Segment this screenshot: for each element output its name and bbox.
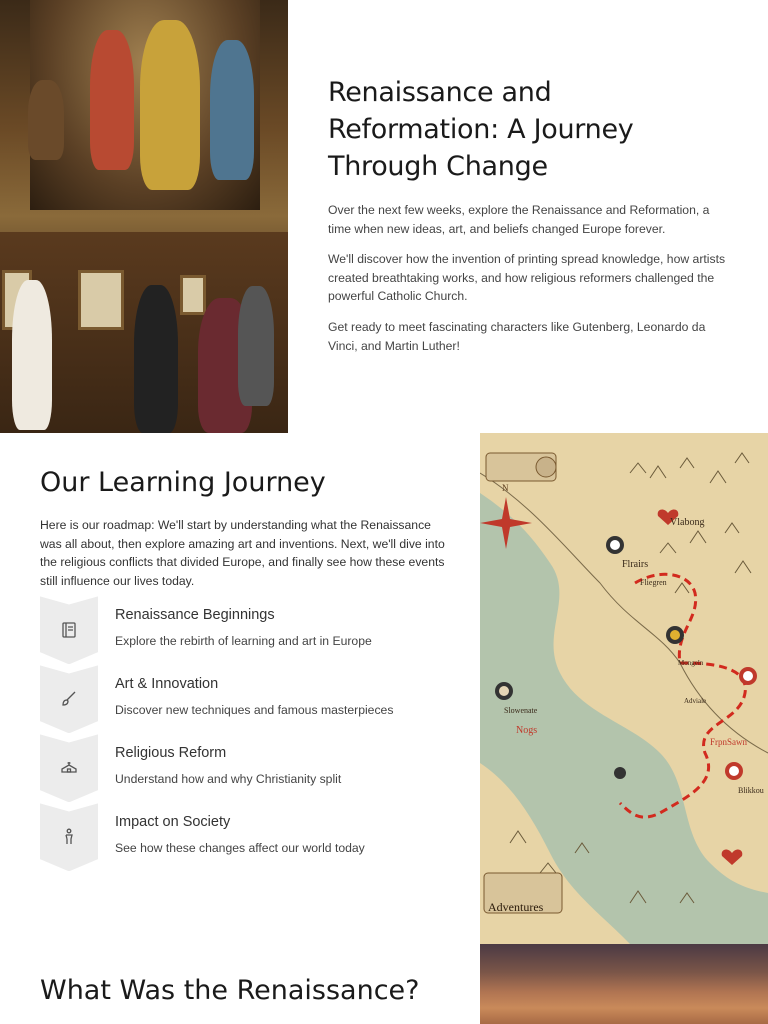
step-description: Discover new techniques and famous masterpieces: [115, 703, 394, 718]
map-label: Fliegren: [640, 578, 667, 587]
step-title: Religious Reform: [115, 745, 227, 762]
hero-text: [328, 74, 728, 355]
gallery-frame: [78, 270, 124, 330]
north-label: N: [502, 483, 509, 493]
map-label: Blikkou: [738, 786, 764, 795]
map-label: Vlabong: [670, 517, 705, 528]
journey-step: [40, 596, 450, 665]
step-description: Explore the rebirth of learning and art in Europe: [115, 634, 372, 649]
hero-title: [328, 74, 728, 185]
hero-paragraph: We'll discover how the invention of printing spread knowledge, how artists created breathtaking works, and how religious reformers challenged the powerful Catholic Church.: [328, 252, 726, 304]
book-icon: [59, 620, 79, 640]
hero-paragraph: Get ready to meet fascinating characters like Gutenberg, Leonardo da Vinci, and Martin Luther!: [328, 319, 706, 353]
map-label: Adviale: [684, 697, 707, 705]
step-chevron: [40, 665, 98, 733]
person-icon: [59, 827, 79, 847]
step-description: See how these changes affect our world today: [115, 841, 365, 856]
step-description: Understand how and why Christianity split: [115, 772, 342, 787]
hero-title-line: Renaissance and: [328, 77, 552, 108]
adventures-banner: [484, 873, 562, 914]
map-illustration: [480, 433, 768, 944]
church-icon: [59, 758, 79, 778]
sunset-image: [480, 944, 768, 1024]
adventure-map-image: [480, 433, 768, 944]
map-pin: [666, 626, 684, 644]
figure-yellow: [140, 20, 200, 190]
hero-image: [0, 0, 288, 433]
journey-step: [40, 734, 450, 803]
figure-blue: [210, 40, 254, 180]
map-label: Mongeln: [678, 659, 704, 667]
learning-journey-section: [40, 464, 450, 872]
journey-steps: [40, 596, 450, 872]
figure-scribe: [28, 80, 64, 160]
student-figure: [238, 286, 274, 406]
map-label: FrpnSawn: [710, 737, 748, 747]
hero-title-line: Through Change: [328, 151, 548, 182]
map-pin: [606, 536, 624, 554]
map-pin: [495, 682, 513, 700]
title-scroll: [486, 453, 556, 481]
student-figure: [12, 280, 52, 430]
map-label: Flrairs: [622, 559, 649, 570]
step-title: Impact on Society: [115, 814, 231, 831]
map-pin: [614, 767, 626, 779]
map-label: Nogs: [516, 725, 538, 736]
brush-icon: [59, 689, 79, 709]
map-label: Adventures: [488, 900, 544, 914]
journey-step: [40, 665, 450, 734]
gallery-frame: [180, 275, 206, 315]
renaissance-title: What Was the Renaissance?: [40, 975, 420, 1006]
student-figure: [134, 285, 178, 433]
step-chevron: [40, 803, 98, 871]
map-pin: [739, 667, 757, 685]
step-chevron: [40, 596, 98, 664]
step-chevron: [40, 734, 98, 802]
step-title: Art & Innovation: [115, 676, 219, 693]
step-title: Renaissance Beginnings: [115, 607, 275, 624]
journey-step: [40, 803, 450, 872]
hero-paragraph: Over the next few weeks, explore the Renaissance and Reformation, a time when new ideas, art, and beliefs changed Europe forever.: [328, 203, 710, 236]
map-label: Slowenate: [504, 706, 538, 715]
journey-title: Our Learning Journey: [40, 467, 326, 498]
map-pin: [725, 762, 743, 780]
figure-red: [90, 30, 134, 170]
journey-intro: Here is our roadmap: We'll start by understanding what the Renaissance was all about, then explore amazing art and inventions. Next, we'll dive into the religious conflicts that divided Europe, and finally see how these events still influence our lives today.: [40, 518, 445, 588]
hero-title-line: Reformation: A Journey: [328, 114, 634, 145]
